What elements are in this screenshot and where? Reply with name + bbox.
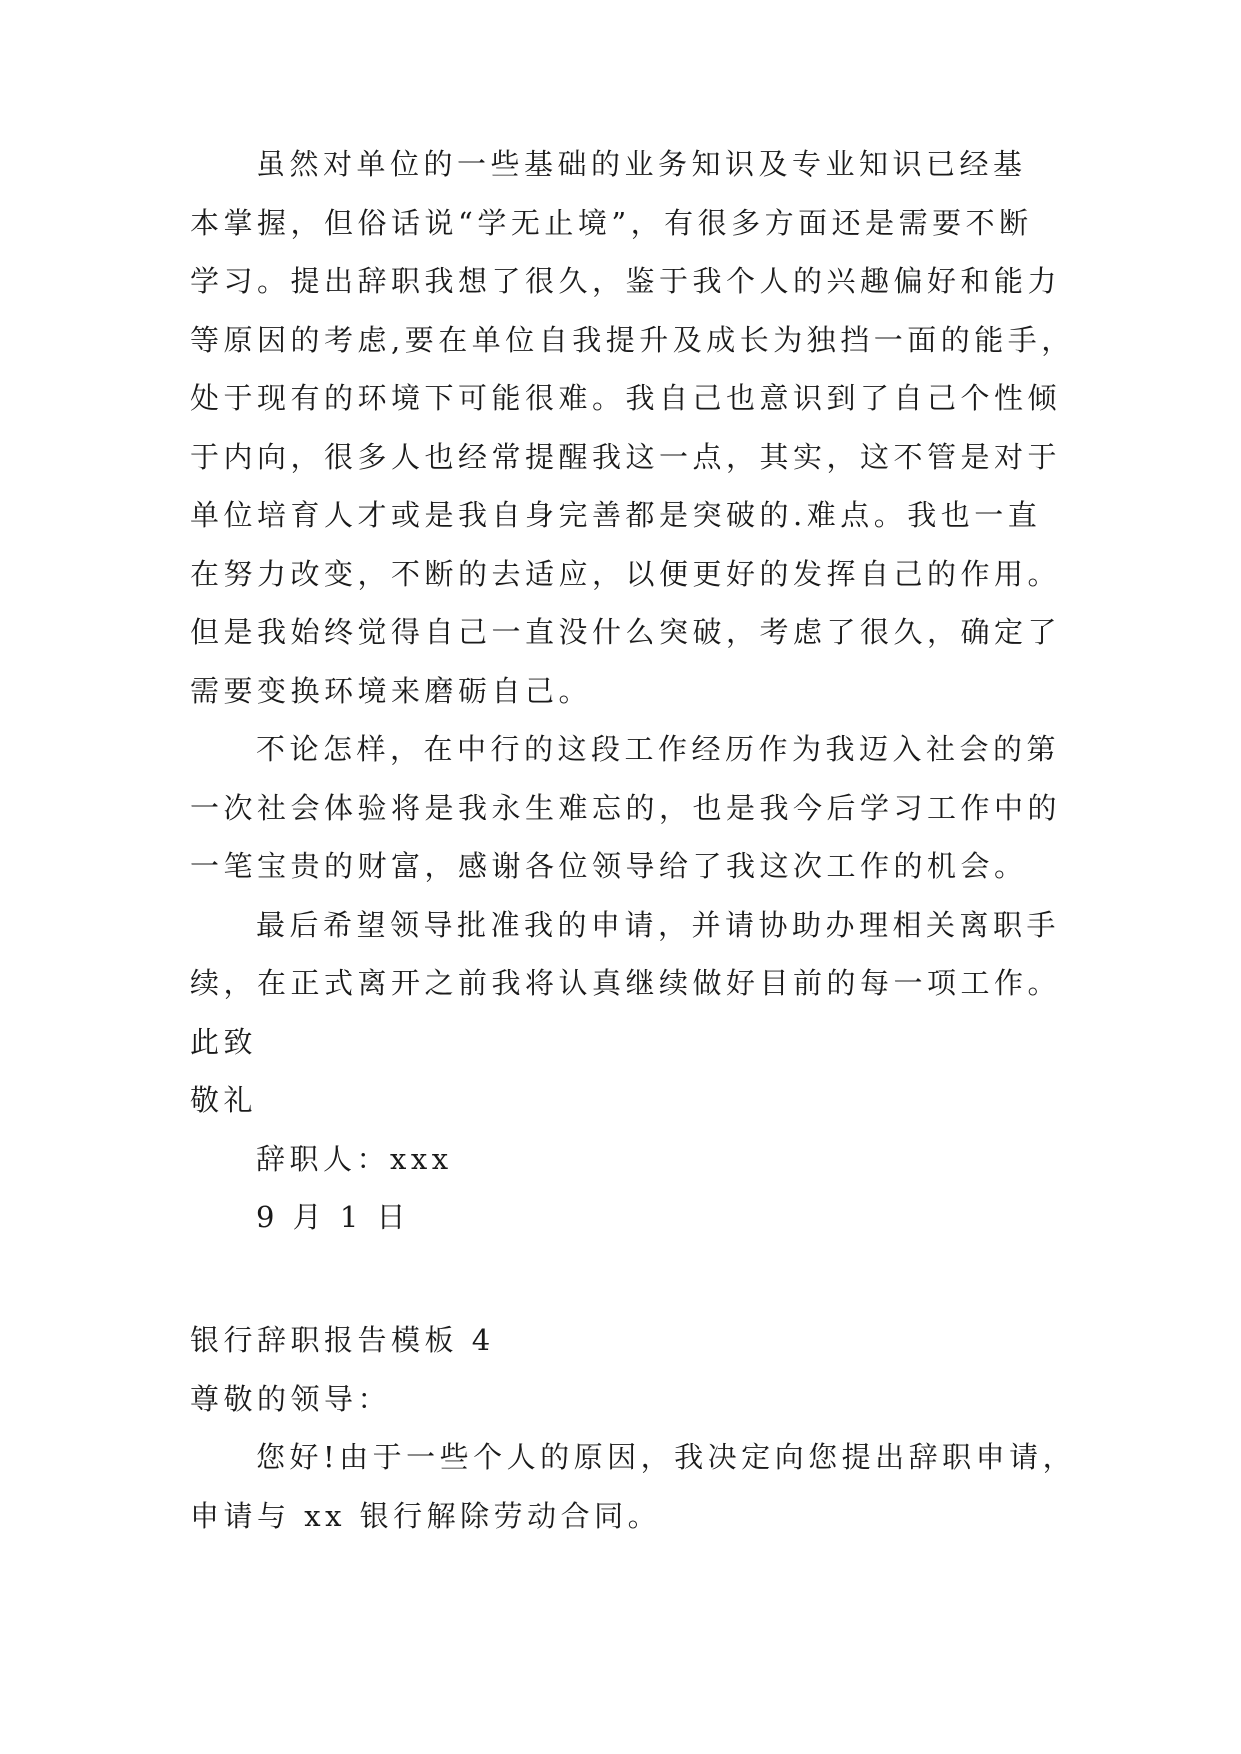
letter-salutation: 尊敬的领导：	[190, 1381, 392, 1416]
paragraph-line: 最后希望领导批准我的申请，并请协助办理相关离职手	[256, 907, 1061, 942]
paragraph-line: 一笔宝贵的财富，感谢各位领导给了我这次工作的机会。	[190, 849, 1028, 883]
paragraph-line: 虽然对单位的一些基础的业务知识及专业知识已经基	[256, 147, 1027, 181]
paragraph-line: 在努力改变，不断的去适应，以便更好的发挥自己的作用。	[190, 556, 1062, 591]
resignation-template-4	[190, 1311, 1077, 1545]
paragraph-gratitude	[190, 720, 1070, 896]
paragraph-line: 申请与 xx 银行解除劳动合同。	[190, 1498, 662, 1533]
paragraph-line: 需要变换环境来磨砺自己。	[190, 673, 593, 708]
paragraph-line: 但是我始终觉得自己一直没什么突破，考虑了很久，确定了	[190, 615, 1062, 649]
resignation-letter-body	[190, 135, 1075, 1247]
letter-date: 9 月 1 日	[256, 1200, 411, 1234]
signer-name: 辞职人：xxx	[256, 1141, 453, 1176]
paragraph-line: 单位培育人才或是我自身完善都是突破的.难点。我也一直	[190, 498, 1042, 532]
paragraph-line: 不论怎样，在中行的这段工作经历作为我迈入社会的第	[256, 732, 1061, 766]
paragraph-self-assessment	[190, 135, 1075, 720]
paragraph-line: 等原因的考虑,要在单位自我提升及成长为独挡一面的能手，	[190, 322, 1075, 357]
paragraph-line: 于内向，很多人也经常提醒我这一点，其实，这不管是对于	[190, 439, 1062, 474]
paragraph-line: 处于现有的环境下可能很难。我自己也意识到了自己个性倾	[190, 381, 1062, 415]
paragraph-line: 本掌握，但俗话说“学无止境”，有很多方面还是需要不断	[190, 205, 1033, 240]
closing-salutation: 此致	[190, 1024, 258, 1059]
paragraph-line: 一次社会体验将是我永生难忘的，也是我今后学习工作中的	[190, 790, 1062, 825]
paragraph-line: 学习。提出辞职我想了很久，鉴于我个人的兴趣偏好和能力	[190, 264, 1062, 298]
paragraph-request	[190, 896, 1070, 1013]
paragraph-line: 续，在正式离开之前我将认真继续做好目前的每一项工作。	[190, 966, 1062, 1000]
paragraph-line: 您好!由于一些个人的原因，我决定向您提出辞职申请，	[256, 1440, 1077, 1474]
section-title: 银行辞职报告模板 4	[190, 1323, 495, 1357]
paragraph-opening	[190, 1428, 1077, 1545]
closing-regards: 敬礼	[190, 1083, 258, 1117]
